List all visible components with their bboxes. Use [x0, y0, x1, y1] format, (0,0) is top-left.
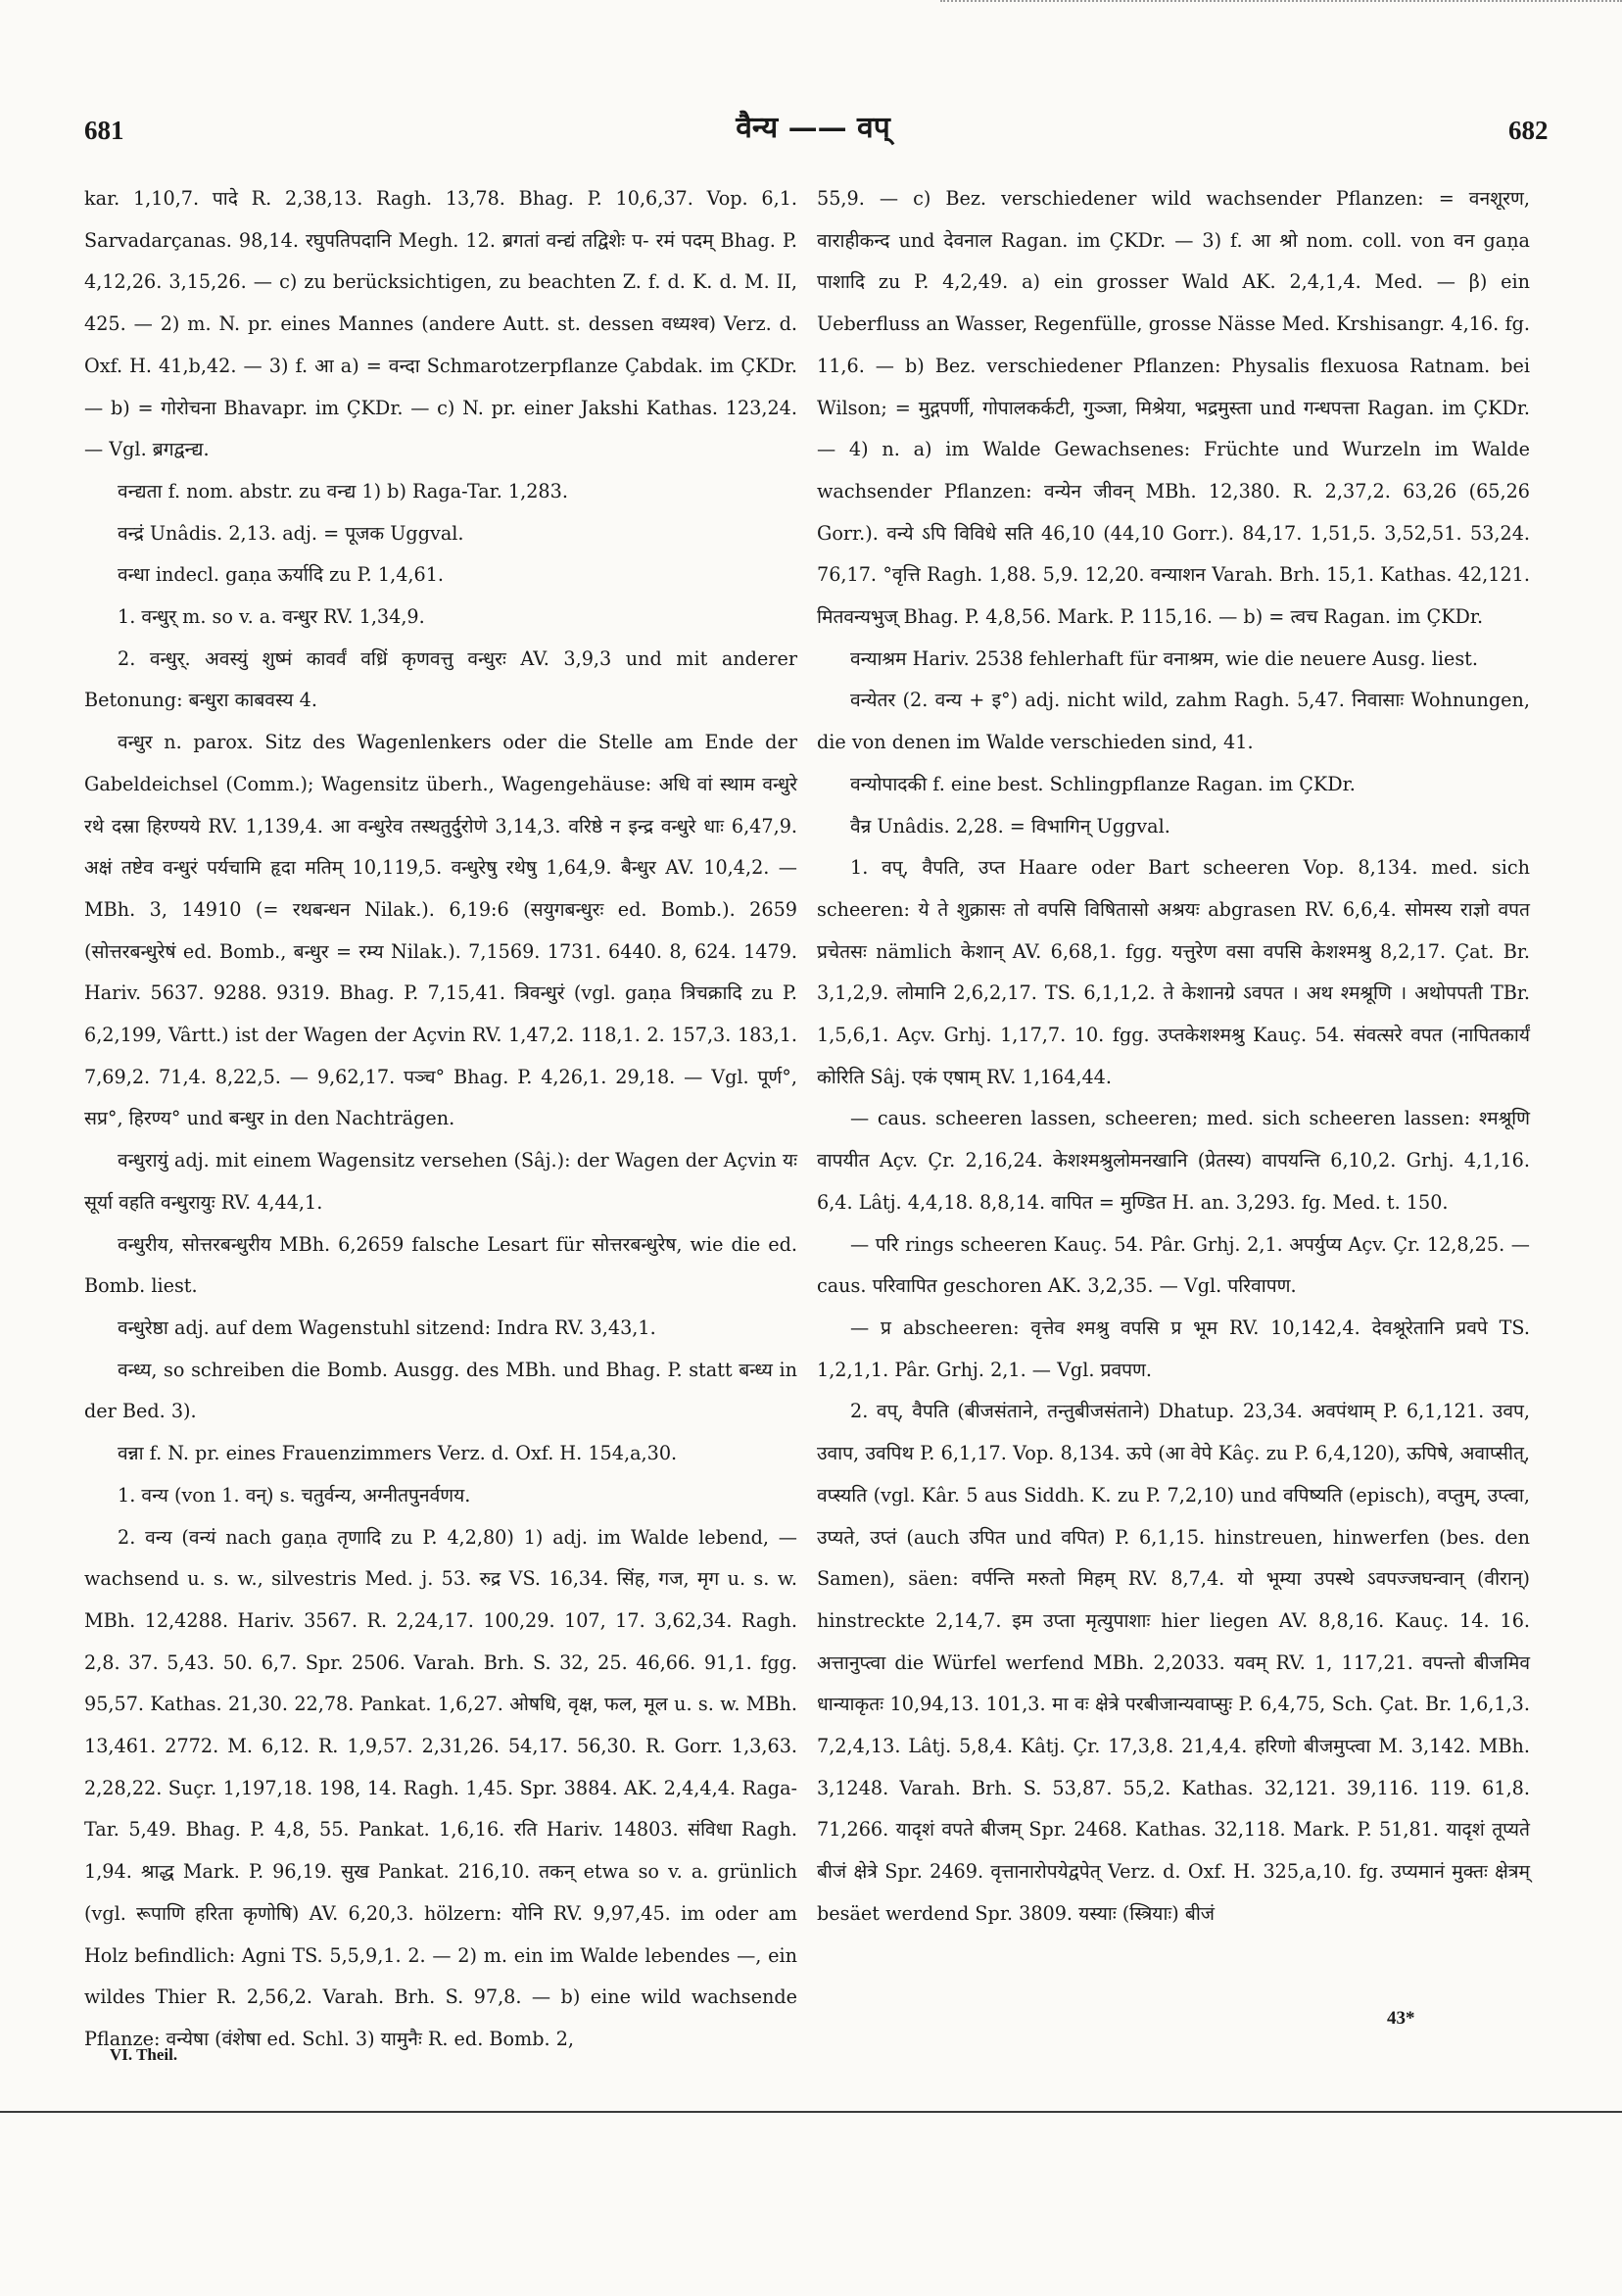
entry-paragraph: 1. वप्, वैपति, उप्त Haare oder Bart scheeren Vop. 8,134. med. sich scheeren: ये ते शुक्रासः तो वपसि विषितासो अश्रयः abgrasen RV. 6,6,4. सोमस्य राज्ञो वपत प्रचेतसः nämlich केशान् AV. 6,68,1. fgg. यत्तुरेण वसा वपसि केशश्मश्रु 8,2,17. Çat. Br. 3,1,2,9. लोमानि 2,6,2,17. TS. 6,1,1,2. ते केशानग्रे ऽवपत । अथ श्मश्रूणि । अथोपपती TBr. 1,5,6,1. Açv. Grhj. 1,17,7. 10. fgg. उप्तकेशश्मश्रु Kauç. 54. संवत्सरे वपत (नापितकार्यं कोरिति Sâj. एकं एषाम् RV. 1,164,44.: [817, 856, 1530, 1088]
running-head: वैन्य —— वप्: [736, 111, 890, 145]
entry-paragraph: वन्योपादकी f. eine best. Schlingpflanze Ragan. im ÇKDr.: [850, 772, 1356, 795]
entry-paragraph: 1. वन्य (von 1. वन्) s. चतुर्वन्य, अग्नीतपुनर्वणय.: [118, 1483, 471, 1507]
page-number-left: 681: [84, 116, 124, 145]
entry-paragraph: वन्याश्रम Hariv. 2538 fehlerhaft für वनाश्रम, wie die neuere Ausg. liest.: [850, 646, 1478, 670]
entry-paragraph: वन्द्यता f. nom. abstr. zu वन्द्य 1) b) Raga-Tar. 1,283.: [118, 479, 568, 502]
entry-paragraph: वन्धुर n. parox. Sitz des Wagenlenkers oder die Stelle am Ende der Gabeldeichsel (Comm.); Wagensitz überh., Wagengehäuse: अधि वां स्थाम वन्धुरे रथे दस्रा हिरण्यये RV. 1,139,4. आ वन्धुरेव तस्थतुर्दुरोणे 3,14,3. वरिष्ठे न इन्द्र वन्धुरे धाः 6,47,9. अक्षं तष्टेव वन्धुरं पर्यचामि हृदा मतिम् 10,119,5. वन्धुरेषु रथेषु 1,64,9. बैन्धुर AV. 10,4,2. — MBh. 3, 14910 (= रथबन्धन Nilak.). 6,19:6 (सयुगबन्धुरः ed. Bomb.). 2659 (सोत्तरबन्धुरेषं ed. Bomb., बन्धुर = रम्य Nilak.). 7,1569. 1731. 6440. 8, 624. 1479. Hariv. 5637. 9288. 9319. Bhag. P. 7,15,41. त्रिवन्धुरं (vgl. gaṇa त्रिचक्रादि zu P. 6,2,199, Vârtt.) ist der Wagen der Açvin RV. 1,47,2. 118,1. 2. 157,3. 183,1. 7,69,2. 71,4. 8,22,5. — 9,62,17. पञ्च° Bhag. P. 4,26,1. 29,18. — Vgl. पूर्ण°, सप्र°, हिरण्य° und बन्धुर in den Nachträgen.: [84, 731, 797, 1130]
entry-paragraph: वन्धुरायुं adj. mit einem Wagensitz versehen (Sâj.): der Wagen der Açvin यः सूर्या वहति वन्धुरायुः RV. 4,44,1.: [84, 1149, 797, 1214]
entry-paragraph: वन्धुरीय, सोत्तरबन्धुरीय MBh. 6,2659 falsche Lesart für सोत्तरबन्धुरेष, wie die ed. Bomb. liest.: [84, 1232, 797, 1298]
entry-paragraph: kar. 1,10,7. पादे R. 2,38,13. Ragh. 13,78. Bhag. P. 10,6,37. Vop. 6,1. Sarvadarçanas. 98,14. रघुपतिपदानि Megh. 12. ब्रगतां वन्द्यं तद्विशेः प- रमं पदम् Bhag. P. 4,12,26. 3,15,26. — c) zu berücksichtigen, zu beachten Z. f. d. K. d. M. II, 425. — 2) m. N. pr. eines Mannes (andere Autt. st. dessen वध्यश्व) Verz. d. Oxf. H. 41,b,42. — 3) f. आ a) = वन्दा Schmarotzerpflanze Çabdak. im ÇKDr. — b) = गोरोचना Bhavapr. im ÇKDr. — c) N. pr. einer Jakshi Kathas. 123,24. — Vgl. ब्रगद्वन्द्य.: [84, 187, 797, 461]
entry-paragraph: वन्ना f. N. pr. eines Frauenzimmers Verz. d. Oxf. H. 154,a,30.: [118, 1442, 678, 1465]
entry-paragraph: 2. वन्य (वन्यं nach gaṇa तृणादि zu P. 4,2,80) 1) adj. im Walde lebend, — wachsend u. s. w., silvestris Med. j. 53. रुद्र VS. 16,34. सिंह, गज, मृग u. s. w. MBh. 12,4288. Hariv. 3567. R. 2,24,17. 100,29. 107, 17. 3,62,34. Ragh. 2,8. 37. 5,43. 50. 6,7. Spr. 2506. Varah. Brh. S. 32, 25. 46,66. 91,1. fgg. 95,57. Kathas. 21,30. 22,78. Pankat. 1,6,27. ओषधि, वृक्ष, फल, मूल u. s. w. MBh. 13,461. 2772. M. 6,12. R. 1,9,57. 2,31,26. 54,17. 56,30. R. Gorr. 1,3,63. 2,28,22. Suçr. 1,197,18. 198, 14. Ragh. 1,45. Spr. 3884. AK. 2,4,4,4. Raga-Tar. 5,49. Bhag. P. 4,8, 55. Pankat. 1,6,16. रति Hariv. 14803. संविधा Ragh. 1,94. श्राद्ध Mark. P. 96,19. सुख Pankat. 216,10. तकन् etwa so v. a. grünlich (vgl. रूपाणि हरिता कृणोषि) AV. 6,20,3. hölzern: योनि RV. 9,97,45. im oder am Holz befindlich: Agni TS. 5,5,9,1. 2. — 2) m. ein im Walde lebendes —, ein wildes Thier R. 2,56,2. Varah. Brh. S. 97,8. — b) eine wild wachsende Pflanze: वन्येषा (वंशेषा ed. Schl. 3) यामुनैः R. ed. Bomb. 2,: [84, 1525, 797, 2050]
entry-paragraph: वन्धुरेष्ठा adj. auf dem Wagenstuhl sitzend: Indra RV. 3,43,1.: [118, 1315, 656, 1339]
left-column: [84, 178, 797, 2050]
signature-mark: 43*: [1387, 2008, 1415, 2029]
top-edge-dotted-line: [940, 0, 1622, 5]
entry-paragraph: वन्ध्य, so schreiben die Bomb. Ausgg. des MBh. und Bhag. P. statt बन्ध्य in der Bed. 3).: [84, 1358, 797, 1423]
entry-paragraph: 2. वन्धुर्. अवस्युं शुष्मं कावर्वं वध्रिं कृणवत्तु वन्धुरः AV. 3,9,3 und mit anderer Betonung: बन्धुरा काबवस्य 4.: [84, 646, 797, 712]
right-column: [817, 178, 1530, 2000]
entry-paragraph: 1. वन्धुर् m. so v. a. वन्धुर RV. 1,34,9.: [118, 605, 425, 629]
bottom-rule: [0, 2111, 1622, 2113]
entry-paragraph: वन्येतर (2. वन्य + इ°) adj. nicht wild, zahm Ragh. 5,47. निवासाः Wohnungen, die von denen im Walde verschieden sind, 41.: [817, 689, 1530, 754]
volume-label: VI. Theil.: [110, 2045, 178, 2064]
entry-paragraph: वैन्र Unâdis. 2,28. = विभागिन् Uggval.: [850, 814, 1170, 837]
entry-paragraph: 2. वप्, वैपति (बीजसंताने, तन्तुबीजसंताने) Dhatup. 23,34. अवपंथाम् P. 6,1,121. उवप, उवाप, उवपिथ P. 6,1,17. Vop. 8,134. ऊपे (आ वेपे Kâç. zu P. 6,4,120), ऊपिषे, अवाप्सीत्, वप्स्यति (vgl. Kâr. 5 aus Siddh. K. zu P. 7,2,10) und वपिष्यति (episch), वप्तुम्, उप्त्वा, उप्यते, उप्तं (auch उपित und वपित) P. 6,1,15. hinstreuen, hinwerfen (bes. den Samen), säen: वर्पन्ति मरुतो मिहम् RV. 8,7,4. यो भूम्या उपस्थे ऽवपज्जघन्वान् (वीरान्) hinstreckte 2,14,7. इम उप्ता मृत्युपाशाः hier liegen AV. 8,8,16. Kauç. 14. 16. अत्तानुप्त्वा die Würfel werfend MBh. 2,2033. यवम् RV. 1, 117,21. वपन्तो बीजमिव धान्याकृतः 10,94,13. 101,3. मा वः क्षेत्रे परबीजान्यवाप्सुः P. 6,4,75, Sch. Çat. Br. 1,6,1,3. 7,2,4,13. Lâtj. 5,8,4. Kâtj. Çr. 17,3,8. 21,4,4. हरिणो बीजमुप्त्वा M. 3,142. MBh. 3,1248. Varah. Brh. S. 53,87. 55,2. Kathas. 32,121. 39,116. 119. 61,8. 71,266. यादृशं वपते बीजम् Spr. 2468. Kathas. 32,118. Mark. P. 51,81. यादृशं तूप्यते बीजं क्षेत्रे Spr. 2469. वृत्तानारोपयेद्वपेत् Verz. d. Oxf. H. 325,a,10. fg. उप्यमानं मुक्तः क्षेत्रम् besäet werdend Spr. 3809. यस्याः (स्त्रियाः) बीजं: [817, 1400, 1530, 1925]
entry-paragraph: — caus. scheeren lassen, scheeren; med. sich scheeren lassen: श्मश्रूणि वापयीत Açv. Çr. 2,16,24. केशश्मश्रुलोमनखानि (प्रेतस्य) वापयन्ति 6,10,2. Grhj. 4,1,16. 6,4. Lâtj. 4,4,18. 8,8,14. वापित = मुण्डित H. an. 3,293. fg. Med. t. 150.: [817, 1107, 1530, 1214]
entry-paragraph: — परि rings scheeren Kauç. 54. Pâr. Grhj. 2,1. अपर्युप्य Açv. Çr. 12,8,25. — caus. परिवापित geschoren AK. 3,2,35. — Vgl. परिवापण.: [817, 1232, 1530, 1298]
entry-paragraph: — प्र abscheeren: वृत्तेव श्मश्रु वपसि प्र भूम RV. 10,142,4. देवश्रूरेतानि प्रवपे TS. 1,2,1,1. Pâr. Grhj. 2,1. — Vgl. प्रवपण.: [817, 1315, 1530, 1381]
page-number-right: 682: [1508, 116, 1549, 145]
entry-paragraph: वन्धा indecl. gaṇa ऊर्यादि zu P. 1,4,61.: [118, 563, 445, 587]
entry-paragraph: 55,9. — c) Bez. verschiedener wild wachsender Pflanzen: = वनशूरण, वाराहीकन्द und देवनाल Ragan. im ÇKDr. — 3) f. आ श्रो nom. coll. von वन gaṇa पाशादि zu P. 4,2,49. a) ein grosser Wald AK. 2,4,1,4. Med. — β) ein Ueberfluss an Wasser, Regenfülle, grosse Nässe Med. Krshisangr. 4,16. fg. 11,6. — b) Bez. verschiedener Pflanzen: Physalis flexuosa Ratnam. bei Wilson; = मुद्गपर्णी, गोपालकर्कटी, गुञ्जा, मिश्रेया, भद्रमुस्ता und गन्धपत्ता Ragan. im ÇKDr. — 4) n. a) im Walde Gewachsenes: Früchte und Wurzeln im Walde wachsender Pflanzen: वन्येन जीवन् MBh. 12,380. R. 2,37,2. 63,26 (65,26 Gorr.). वन्ये ऽपि विविधे सति 46,10 (44,10 Gorr.). 84,17. 1,51,5. 3,52,51. 53,24. 76,17. °वृत्ति Ragh. 1,88. 5,9. 12,20. वन्याशन Varah. Brh. 15,1. Kathas. 42,121. मितवन्यभुज् Bhag. P. 4,8,56. Mark. P. 115,16. — b) = त्वच Ragan. im ÇKDr.: [817, 187, 1530, 629]
entry-paragraph: वन्द्रं Unâdis. 2,13. adj. = पूजक Uggval.: [118, 521, 464, 545]
